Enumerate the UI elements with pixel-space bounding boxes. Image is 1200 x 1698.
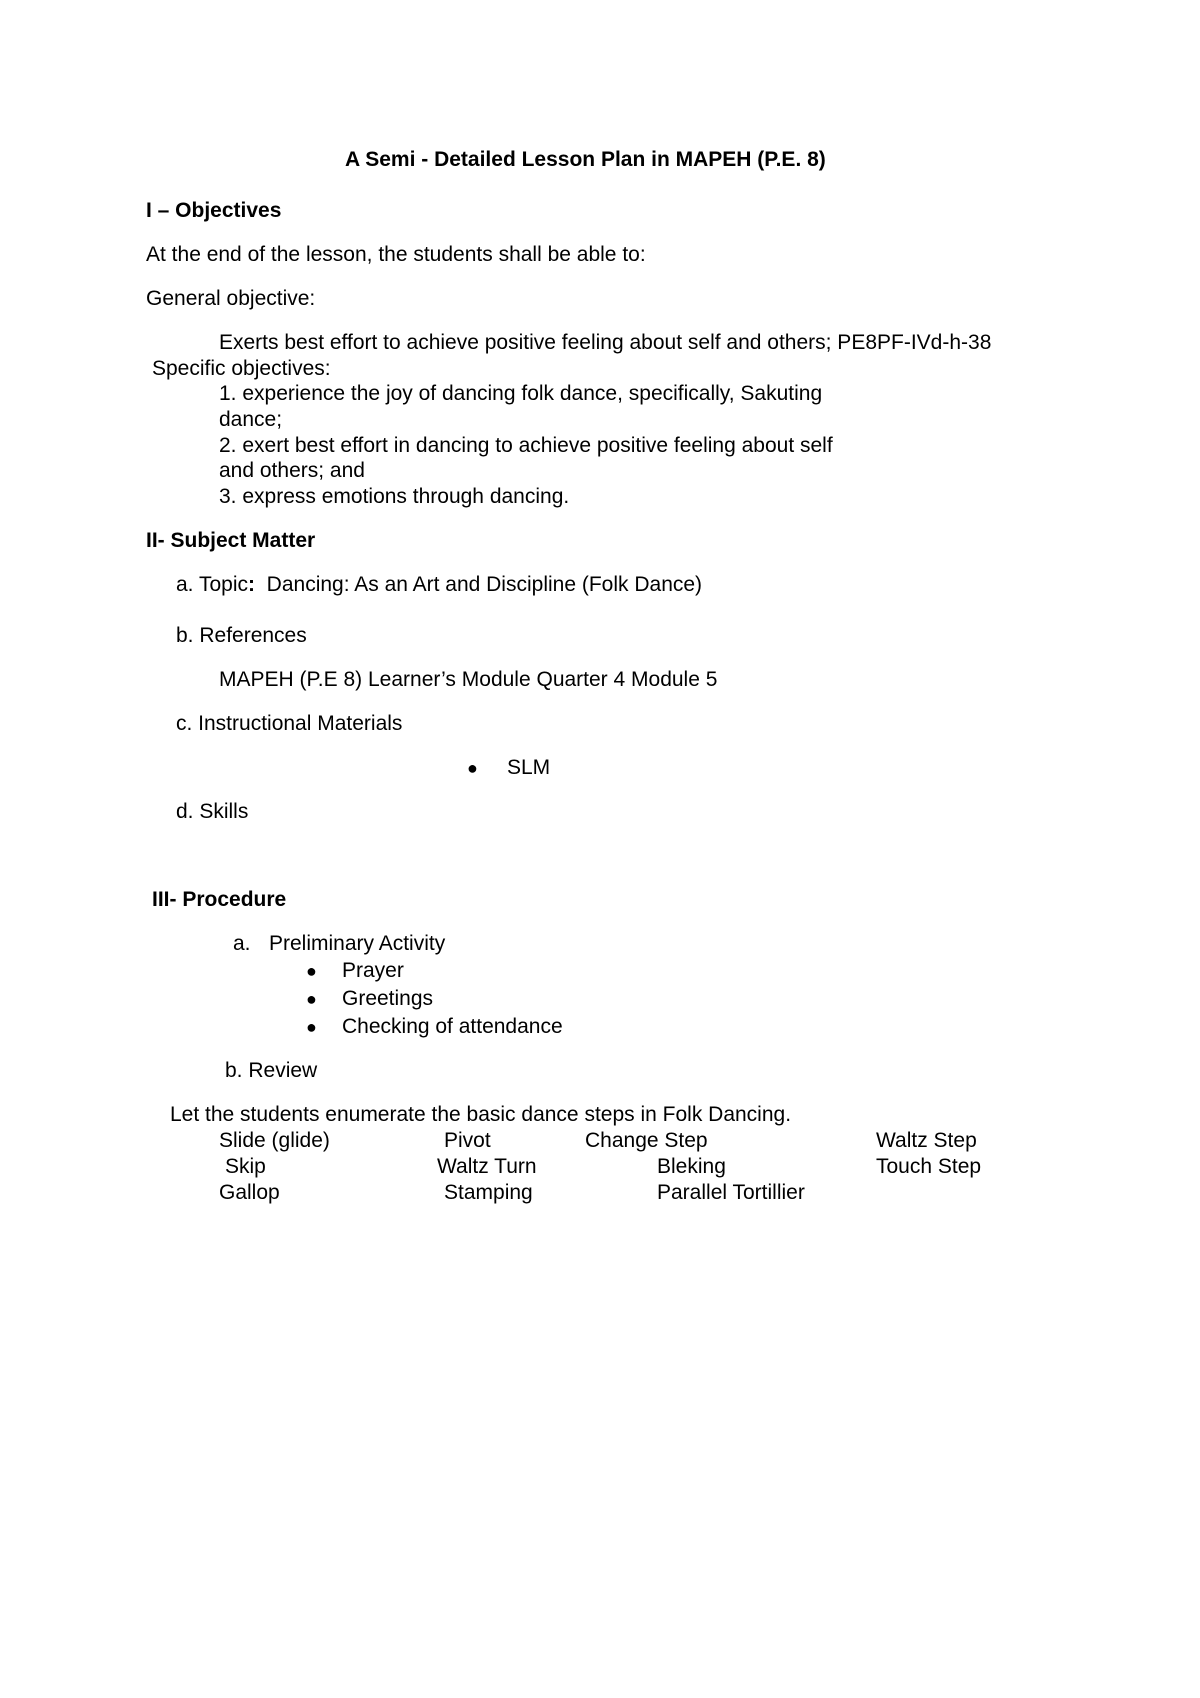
dance-step: Stamping bbox=[444, 1181, 533, 1204]
dance-step: Waltz Step bbox=[876, 1129, 977, 1152]
general-objective-text: Exerts best effort to achieve positive feeling about self and others; PE8PF-IVd-h-38 bbox=[219, 331, 992, 354]
specific-objective-3: 3. express emotions through dancing. bbox=[219, 485, 570, 508]
review-text: Let the students enumerate the basic dance steps in Folk Dancing. bbox=[170, 1103, 792, 1126]
dance-step: Skip bbox=[225, 1155, 266, 1178]
specific-objectives-label: Specific objectives: bbox=[152, 357, 331, 380]
dance-step: Slide (glide) bbox=[219, 1129, 330, 1152]
preliminary-activity-label: Preliminary Activity bbox=[269, 932, 446, 955]
references-value: MAPEH (P.E 8) Learner’s Module Quarter 4 Module 5 bbox=[219, 668, 718, 691]
dance-step: Touch Step bbox=[876, 1155, 982, 1178]
preliminary-marker: a. bbox=[233, 932, 251, 955]
topic-label: a. Topic bbox=[176, 573, 248, 596]
preliminary-item-attendance: Checking of attendance bbox=[342, 1015, 563, 1038]
preliminary-item-greetings: Greetings bbox=[342, 987, 434, 1010]
bullet-icon: ● bbox=[306, 1017, 317, 1037]
document-title: A Semi - Detailed Lesson Plan in MAPEH (P.E. 8) bbox=[345, 148, 826, 171]
specific-objective-2-cont: and others; and bbox=[219, 459, 365, 482]
dance-step: Parallel Tortillier bbox=[657, 1181, 805, 1204]
references-label: b. References bbox=[176, 624, 307, 647]
review-label: b. Review bbox=[225, 1059, 318, 1082]
specific-objective-2: 2. exert best effort in dancing to achieve positive feeling about self bbox=[219, 434, 833, 457]
bullet-icon: ● bbox=[306, 961, 317, 981]
bullet-icon: ● bbox=[467, 758, 478, 778]
dance-step: Pivot bbox=[444, 1129, 491, 1152]
specific-objective-1: 1. experience the joy of dancing folk dance, specifically, Sakuting bbox=[219, 382, 823, 405]
materials-label: c. Instructional Materials bbox=[176, 712, 403, 735]
subject-matter-heading: II- Subject Matter bbox=[146, 529, 316, 552]
topic-colon: : bbox=[248, 573, 255, 596]
preliminary-item-prayer: Prayer bbox=[342, 959, 404, 982]
topic-row bbox=[176, 574, 702, 595]
dance-step: Waltz Turn bbox=[437, 1155, 537, 1178]
specific-objective-1-cont: dance; bbox=[219, 408, 283, 431]
objectives-heading: I – Objectives bbox=[146, 199, 282, 222]
objectives-intro: At the end of the lesson, the students shall be able to: bbox=[146, 243, 646, 266]
dance-step: Change Step bbox=[585, 1129, 708, 1152]
general-objective-label: General objective: bbox=[146, 287, 316, 310]
bullet-icon: ● bbox=[306, 989, 317, 1009]
dance-step: Gallop bbox=[219, 1181, 280, 1204]
material-item: SLM bbox=[507, 756, 551, 779]
procedure-heading: III- Procedure bbox=[152, 888, 287, 911]
skills-label: d. Skills bbox=[176, 800, 249, 823]
topic-value: Dancing: As an Art and Discipline (Folk Dance) bbox=[266, 573, 703, 596]
dance-step: Bleking bbox=[657, 1155, 726, 1178]
